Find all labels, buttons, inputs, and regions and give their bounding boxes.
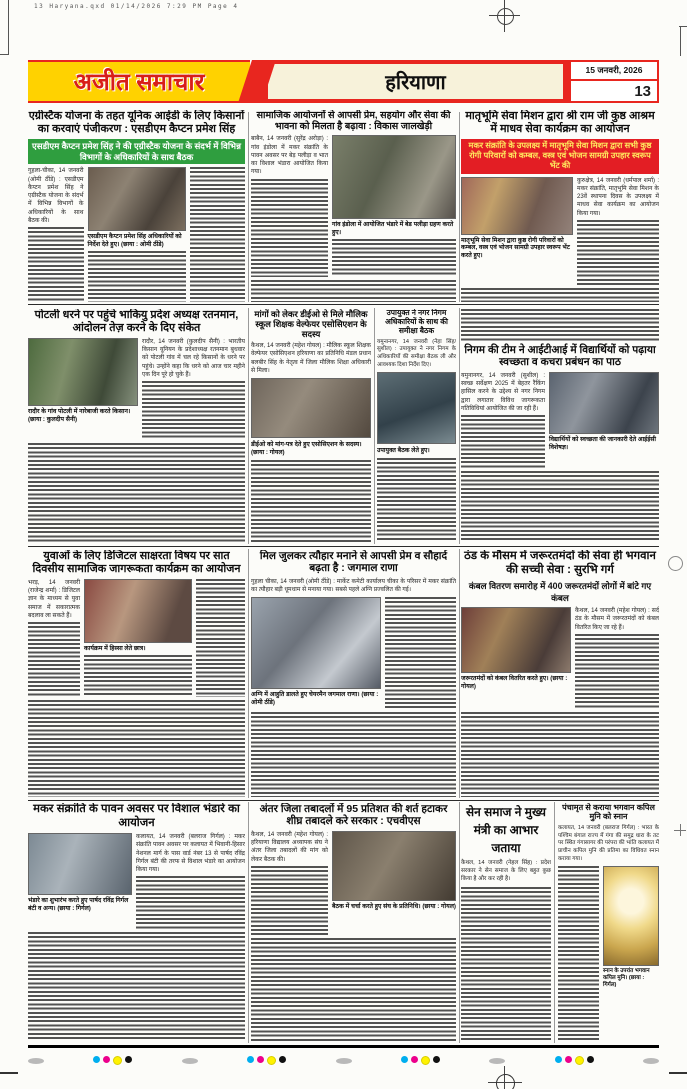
news-photo [332, 135, 456, 219]
article-lede: कैथल, 14 जनवरी (महेश गोयल) : हरियाणा विद्यालय अध्यापक संघ ने अंतर जिला तबादलों की मांग को लेकर बैठक की। [251, 831, 328, 863]
article-lede: कैथल, 14 जनवरी (नेहल सिंह) : प्रदेश सरकार ने सेन समाज के लिए बहुत कुछ किया है और कर रही है। [461, 860, 551, 882]
body-text-greeked [136, 876, 245, 929]
article-lede: बाबैन, 14 जनवरी (सुरेंद्र अरोड़ा) : गांव इंडोला में मकर संक्रांति के पावन अवसर पर बेड़ पलीड़ा व भात का विशाल भंडारा आयोजित किया गया। [251, 136, 328, 176]
body-text-greeked [577, 220, 659, 285]
registration-oval-icon [28, 1058, 44, 1064]
news-photo [377, 372, 456, 444]
body-text-greeked [251, 712, 456, 797]
subhead-bold: कंबल वितरण समारोह में 400 जरूरतमंदों लोगों में बांटे गए कंबल [468, 581, 652, 604]
body-text-greeked [461, 712, 659, 797]
news-photo [461, 607, 571, 673]
section-title: हरियाणा [385, 72, 446, 94]
body-text-greeked [251, 460, 371, 542]
photo-caption: मातृभूमि सेवा मिशन द्वारा कुष्ठ रोगी परिवारों को कम्बल, वस्त्र एवं भोजन सामग्री उपहार स्वरूप भेंट करते हुए। [461, 236, 570, 260]
row-separator [28, 800, 659, 801]
crop-mark-top-left-v [8, 0, 9, 54]
article-lede: यमुनानगर, 14 जनवरी (नेहा सिंह/सुशील) : उपायुक्त ने नगर निगम के अधिकारियों की समीक्षा बैठक ली और आवश्यक दिशा निर्देश दिए। [377, 338, 456, 368]
headline: युवाओं के लिए डिजिटल साक्षरता विषय पर सात दिवसीय सामाजिक जागरूकता कार्यक्रम का आयोजन [32, 550, 241, 575]
headline: निगम की टीम ने आईटीआई में विद्यार्थियों को पढ़ाया स्वच्छता व कचरा प्रबंधन का पाठ [464, 344, 656, 369]
registration-oval-icon [643, 1058, 659, 1064]
column-rule [248, 549, 249, 798]
body-text-greeked [251, 866, 328, 935]
headline: पोटली धरने पर पहुंचे भाकियु प्रदेश अध्यक्ष रतनमान, आंदोलन तेज़ करने के दिए संकेत [34, 309, 239, 334]
photo-caption: गांव इंडोला में आयोजित भंडारे में बेड पलीड़ा ग्रहण करते हुए। [332, 221, 454, 237]
article-kapil-muni [558, 803, 659, 1041]
body-text-greeked [88, 251, 186, 302]
article-lede: भरड़, 14 जनवरी (राजेन्द्र शर्मा) : डिजिटल ज्ञान के माध्यम से युवा समाज में सकारात्मक बदलाव ला सकते हैं। [28, 579, 80, 619]
article-tabadla-hvs [251, 803, 456, 1041]
headline: मकर संक्रांति के पावन अवसर पर विशाल भंडारे का आयोजन [33, 803, 240, 829]
headline: अंतर जिला तबादलों में 95 प्रतिशत की शर्त हटाकर शीघ्र तबादले करे सरकार : एचवीएस [259, 803, 448, 828]
column-rule [554, 802, 555, 1043]
article-lede: कलायत, 14 जनवरी (बलराज गिर्गल) : भारत के पश्चिम बंगाल राज्य में गंगा की समुद्र धारा के तट पर स्थित गंगासागर की परंपरा की भांति कलायत में प्राचीन कपिल मुनि की प्रतिमा का विधिवत स्नान कराया गया। [558, 824, 659, 862]
crop-mark-bottom-right [669, 1072, 687, 1074]
registration-mark-right-icon [668, 556, 683, 571]
photo-caption: उपायुक्त बैठक लेते हुए। [377, 447, 430, 455]
article-lede: रादौर, 14 जनवरी (कुलदीप सैनी) : भारतीय किसान यूनियन के प्रदेशाध्यक्ष रतनमान बुधवार को पोटली गांव में चल रहे किसानों के धरने पर पहुंचे। उन्होंने कहा कि धरने को आज चार महीने एक दिन पूरे हो चुके हैं। [142, 338, 245, 378]
news-photo [28, 833, 132, 895]
article-matrubhumi [461, 110, 659, 302]
headline: सामाजिक आयोजनों से आपसी प्रेम, सहयोग और सेवा की भावना को मिलता है बढ़ावा : विकास जालखेड़ी [256, 110, 451, 133]
photo-caption: डीईओ को मांग-पत्र देते हुए एसोसिएशन के सदस्य। (छाया : गोयल) [251, 441, 362, 456]
article-bhandara-indola [251, 110, 456, 302]
cmyk-dots-icon [247, 1056, 286, 1065]
print-slug-line: 13 Haryana.qxd 01/14/2026 7:29 PM Page 4 [34, 3, 239, 10]
cmyk-dots-icon [555, 1056, 594, 1065]
subhead-red: मकर संक्रांति के उपलक्ष्य में मातृभूमि सेवा मिशन द्वारा सभी कुष्ठ रोगी परिवारों को कम्बल, वस्त्र एवं भोजन सामग्री उपहार स्वरूप भेंट की [461, 139, 659, 174]
body-text-greeked [461, 471, 659, 542]
crop-mark-top-left-h [0, 54, 9, 55]
headline: मांगों को लेकर डीईओ से मिले मौलिक स्कूल शिक्षक वेल्फेयर एसोसिएशन के सदस्य [254, 309, 368, 340]
registration-oval-icon [336, 1058, 352, 1064]
body-text-greeked [377, 458, 456, 542]
body-text-greeked [461, 887, 551, 1041]
article-agristack [28, 110, 245, 302]
article-lede: यमुनानगर, 14 जनवरी (सुशील) : स्वच्छ सर्वेक्षण 2025 में बेहतर रैंकिंग हासिल करने के उद्देश्य से नगर निगम द्वारा लगातार विविध जागरूकता गतिविधियां आयोजित की जा रही हैं। [461, 372, 545, 412]
article-lede: कैथल, 14 जनवरी (महेश गोयल) : सर्द ठंड के मौसम में जरूरतमंदों को कंबल वितरित किए जा रहे हैं। [575, 608, 659, 631]
column-rule [248, 308, 249, 544]
cmyk-dots-icon [93, 1056, 132, 1065]
body-text-greeked [558, 866, 599, 1041]
article-digital-literacy [28, 550, 245, 797]
body-text-greeked [142, 381, 245, 440]
body-text-greeked [251, 938, 456, 1041]
news-photo [332, 831, 456, 901]
body-text-greeked [28, 443, 245, 542]
registration-oval-icon [182, 1058, 198, 1064]
article-potli-dharna [28, 309, 245, 542]
body-text-greeked [28, 622, 80, 697]
registration-oval-icon [489, 1058, 505, 1064]
news-photo [251, 378, 371, 438]
registration-crosshair-icon [496, 1074, 515, 1089]
headline: ठंड के मौसम में जरूरतमंदों की सेवा ही भगवान की सच्ची सेवा : सुरभि गर्ग [464, 550, 656, 576]
body-text-greeked [461, 288, 659, 302]
crop-mark-top-right-h [679, 26, 687, 27]
article-kambal-seva [461, 550, 659, 797]
article-lede: कलायत, 14 जनवरी (बलराज गिर्गल) : मकर संक्रांति पावन अवसर पर कलायत में भिवानी-हिसार नेशनल मार्ग के पास वार्ड नंबर 13 से पार्षद रविंद्र गिर्गल बंटी की तरफ से विशाल भंडारे का आयोजन किया गया। [136, 834, 245, 874]
column-rule [248, 112, 249, 302]
news-photo-deity [603, 866, 659, 966]
masthead [28, 60, 659, 103]
date-page-box [569, 60, 659, 103]
row-separator [28, 546, 659, 547]
body-text-greeked [28, 932, 245, 1041]
photo-caption: भंडारे का शुभारंभ करते हुए पार्षद रविंद्र गिर्गल बंटी व अन्य। (छाया : गिर्गल) [28, 897, 129, 912]
article-lede: गुहला-चीका, 14 जनवरी (ओमी ठींडे) : एसडीएम कैप्टन प्रमेश सिंह ने एग्रीस्टैक योजना के संदर्भ में विभिन्न विभागों के अधिकारियों के साथ बैठक की। [28, 168, 84, 224]
subhead-green: एसडीएम कैप्टन प्रमेश सिंह ने की एग्रीस्टैक योजना के संदर्भ में विभिन्न विभागों के अधिकारियों के साथ बैठक [28, 139, 245, 164]
body-text-greeked [84, 655, 192, 697]
photo-caption: रादौर के गांव पोटली में नारेबाजी करते किसान। (छाया : कुलदीप सैनी) [28, 407, 131, 423]
column-rule [374, 308, 375, 544]
article-vishal-bhandara [28, 803, 245, 1041]
photo-caption: स्नान के उपरांत भगवान कपिल मुनि। (छाया : गिर्गल) [603, 968, 650, 989]
cmyk-dots-icon [401, 1056, 440, 1065]
headline: एग्रीस्टैक योजना के तहत यूनिक आईडी के लिए किसानों का करवाएं पंजीकरण : एसडीएम कैप्टन प्रमेश सिंह [28, 110, 245, 135]
registration-crosshair-icon [497, 8, 514, 25]
news-photo [84, 579, 192, 643]
photo-caption: कार्यक्रम में हिस्सा लेते छात्र। [84, 644, 146, 652]
registration-mark-right-icon [680, 824, 681, 836]
body-text-greeked [461, 415, 545, 468]
body-text-greeked [251, 280, 456, 302]
photo-caption: एसडीएम कैप्टन प्रमेश सिंह अधिकारियों को निर्देश देते हुए। (छाया : ओमी ठींडे) [87, 233, 182, 249]
article-deo-memo [251, 309, 371, 542]
column-rule [459, 308, 460, 544]
news-photo [28, 338, 138, 406]
headline: पंचामृत से कराया भगवान कपिल मुनि को स्नान [562, 803, 655, 822]
crop-mark-top-right-v [680, 26, 681, 56]
photo-caption: बैठक में चर्चा करते हुए संघ के प्रतिनिधि। (छाया : गोयल) [332, 902, 456, 910]
headline: मिल जुलकर त्यौहार मनाने से आपसी प्रेम व सौहार्द बढ़ता है : जगमाल राणा [259, 550, 448, 575]
photo-caption: विद्यार्थियों को स्वच्छता की जानकारी देते आईईसी विशेषज्ञ। [549, 435, 657, 451]
article-lede: कुरुक्षेत्र, 14 जनवरी (धर्मपाल शर्मा) : मकर संक्रांति, मातृभूमि सेवा मिशन के 23वें स्थापना दिवस के उपलक्ष्य में माधव सेवा कार्यक्रम का आयोजन किया गया। [577, 177, 659, 217]
article-dc-review [377, 309, 456, 542]
issue-date: 15 जनवरी, 2026 [571, 62, 657, 81]
column-rule [459, 802, 460, 1043]
column-rule [459, 549, 460, 798]
photo-caption: जरूरतमंदों को कंबल वितरित करते हुए। (छाया : गोयल) [461, 675, 568, 690]
color-registration-bar [28, 1056, 659, 1065]
body-text-greeked [28, 700, 245, 797]
crop-mark-bottom-left [0, 1072, 18, 1074]
news-photo [88, 167, 186, 231]
body-text-greeked [575, 634, 659, 709]
paper-name: अजीत समाचार [73, 69, 205, 96]
bottom-rule [28, 1045, 659, 1048]
body-text-greeked [251, 179, 328, 277]
row-separator [28, 304, 659, 305]
headline: उपायुक्त ने नगर निगम अधिकारियों के साथ की समीक्षा बैठक [385, 309, 448, 335]
article-lede: कैथल, 14 जनवरी (महेश गोयल) : मौलिक स्कूल शिक्षक वेल्फेयर एसोसिएशन हरियाणा का प्रतिनिधि मंडल प्रधान बलबीर सिंह के नेतृत्व में जिला मौलिक शिक्षा अधिकारी से मिला। [251, 343, 371, 374]
headline: मातृभूमि सेवा मिशन द्वारा श्री राम जी कुष्ठ आश्रम में माधव सेवा कार्यक्रम का आयोजन [465, 110, 655, 135]
body-text-greeked [196, 579, 245, 697]
page-number: 13 [634, 82, 651, 100]
column-rule [248, 802, 249, 1043]
section-banner [262, 60, 569, 103]
body-text-greeked [385, 597, 456, 709]
article-sen-samaj [461, 803, 551, 1041]
body-text-greeked [461, 309, 659, 341]
article-nigam-iti [461, 309, 659, 542]
headline: सेन समाज ने मुख्य मंत्री का आभार जताया [466, 805, 546, 855]
article-lede: गुहला चीका, 14 जनवरी (ओमी ठींडे) : मार्केट कमेटी कार्यालय चीका के परिसर में मकर संक्रांति का त्यौहार बड़ी धूमधाम से मनाया गया। सबसे पहले अग्नि प्रज्वलित की गई। [251, 578, 456, 594]
news-photo [549, 372, 659, 434]
body-text-greeked [332, 239, 456, 277]
news-photo [251, 597, 381, 689]
column-rule [459, 112, 460, 302]
paper-name-banner [28, 60, 250, 103]
photo-caption: अग्नि में आहुति डालते हुए चेयरमैन जगमाल राणा। (छाया : ओमी ठींडे) [251, 691, 379, 707]
article-tyohar-rana [251, 550, 456, 797]
news-photo [461, 177, 573, 235]
body-text-greeked [28, 227, 84, 302]
body-text-greeked [190, 167, 246, 302]
